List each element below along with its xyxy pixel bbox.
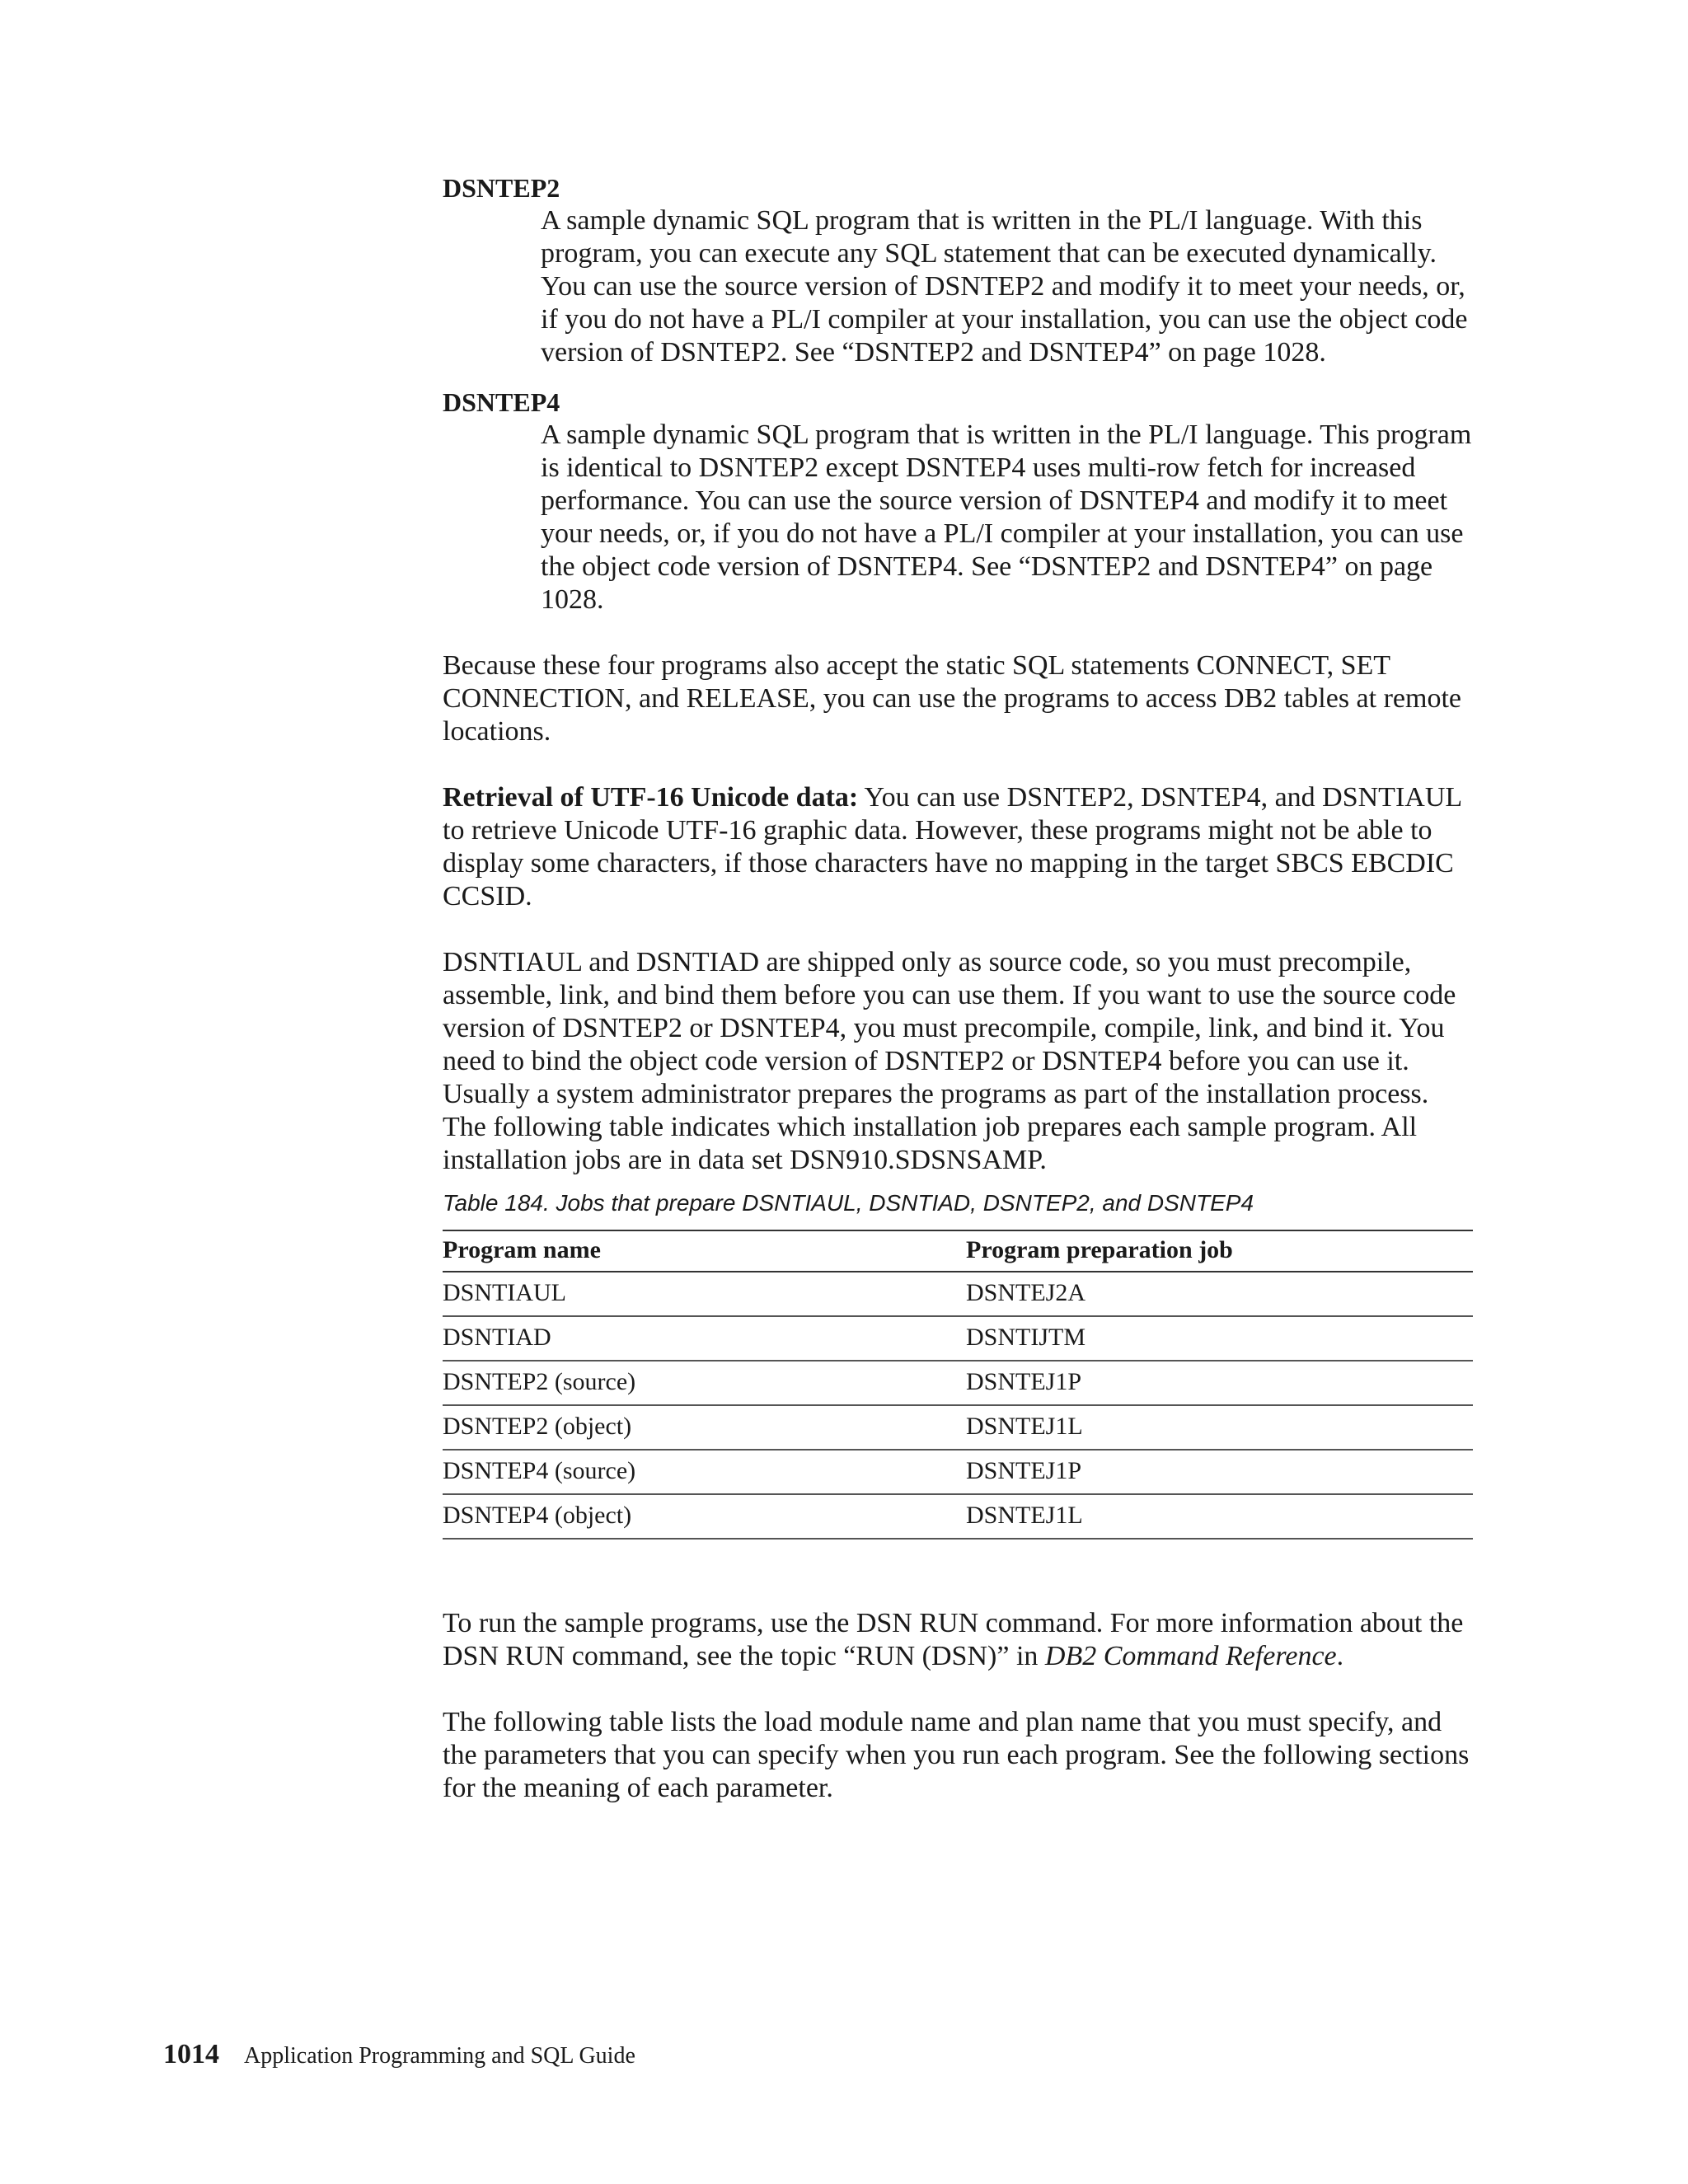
table-cell: DSNTEJ1P — [966, 1450, 1473, 1494]
table-cell: DSNTEP4 (source) — [443, 1450, 966, 1494]
run-end: . — [1336, 1641, 1344, 1671]
table-cell: DSNTEP2 (source) — [443, 1361, 966, 1405]
paragraph-prepare: DSNTIAUL and DSNTIAD are shipped only as source code, so you must precompile, assemble, link, and bind them before you can use them. If you want to use the source code version of DSNTEP2 or DSNTEP4, you must precompile, compile, link, and bind it. You need to bind the object code version of DSNTEP2 or DSNTEP4 before you can use it. Usually a system administrator prepares the programs as part of the installation process. The following table indicates which installation job prepares each sample program. All installation jobs are in data set DSN910.SDSNSAMP. — [443, 947, 1456, 1175]
term-dsntep2: DSNTEP2 — [443, 173, 560, 203]
table-cell: DSNTEJ1L — [966, 1405, 1473, 1450]
table-row — [443, 1272, 1473, 1316]
term-dsntep4: DSNTEP4 — [443, 387, 560, 417]
page-footer — [163, 2040, 635, 2071]
table-cell: DSNTIJTM — [966, 1316, 1473, 1361]
run-reference-link: DB2 Command Reference — [1044, 1641, 1337, 1671]
table-header-cell: Program preparation job — [966, 1230, 1473, 1272]
definition-dsntep4: A sample dynamic SQL program that is written in the PL/I language. This program is identical to DSNTEP2 except DSNTEP4 uses multi-row fetch for increased performance. You can use the source version of DSNTEP4 and modify it to meet your needs, or, if you do not have a PL/I compiler at your installation, you can use the object code version of DSNTEP4. See “DSNTEP2 and DSNTEP4” on page 1028. — [541, 419, 1472, 615]
paragraph-following: The following table lists the load module name and plan name that you must specify, and the parameters that you can specify when you run each program. See the following sections for the meaning of each parameter. — [443, 1707, 1470, 1803]
table-row — [443, 1405, 1473, 1450]
utf16-text: You can use DSNTEP2, DSNTEP4, and DSNTIAUL to retrieve Unicode UTF-16 graphic data. However, these programs might not be able to display some characters, if those characters have no mapping in the target SBCS EBCDIC CCSID. — [443, 782, 1461, 912]
paragraph-static-sql: Because these four programs also accept the static SQL statements CONNECT, SET CONNECTION, and RELEASE, you can use the programs to access DB2 tables at remote locations. — [443, 650, 1461, 747]
table-caption: Table 184. Jobs that prepare DSNTIAUL, DSNTIAD, DSNTEP2, and DSNTEP4 — [443, 1190, 1254, 1216]
table-cell: DSNTIAUL — [443, 1272, 966, 1316]
page-content — [443, 171, 1473, 1838]
page-number: 1014 — [163, 2039, 219, 2069]
table-cell: DSNTEJ1L — [966, 1494, 1473, 1539]
table-cell: DSNTEJ2A — [966, 1272, 1473, 1316]
table-header-cell: Program name — [443, 1230, 966, 1272]
table-cell: DSNTEP2 (object) — [443, 1405, 966, 1450]
table-row — [443, 1361, 1473, 1405]
table-row — [443, 1494, 1473, 1539]
table-row — [443, 1316, 1473, 1361]
jobs-table — [443, 1230, 1473, 1540]
table-cell: DSNTEP4 (object) — [443, 1494, 966, 1539]
book-title: Application Programming and SQL Guide — [244, 2043, 635, 2069]
paragraph-run — [443, 1607, 1473, 1673]
definition-dsntep2: A sample dynamic SQL program that is written in the PL/I language. With this program, you can execute any SQL statement that can be executed dynamically. You can use the source version of DSNTEP2 and modify it to meet your needs, or, if you do not have a PL/I compiler at your installation, you can use the object code version of DSNTEP2. See “DSNTEP2 and DSNTEP4” on page 1028. — [541, 205, 1468, 368]
run-text: To run the sample programs, use the DSN RUN command. For more information about the DSN RUN command, see the topic “RUN (DSN)” in — [443, 1608, 1464, 1671]
table-cell: DSNTIAD — [443, 1316, 966, 1361]
table-header-row — [443, 1230, 1473, 1272]
table-row — [443, 1450, 1473, 1494]
table-cell: DSNTEJ1P — [966, 1361, 1473, 1405]
utf16-label: Retrieval of UTF-16 Unicode data: — [443, 782, 859, 813]
paragraph-utf16 — [443, 781, 1473, 913]
